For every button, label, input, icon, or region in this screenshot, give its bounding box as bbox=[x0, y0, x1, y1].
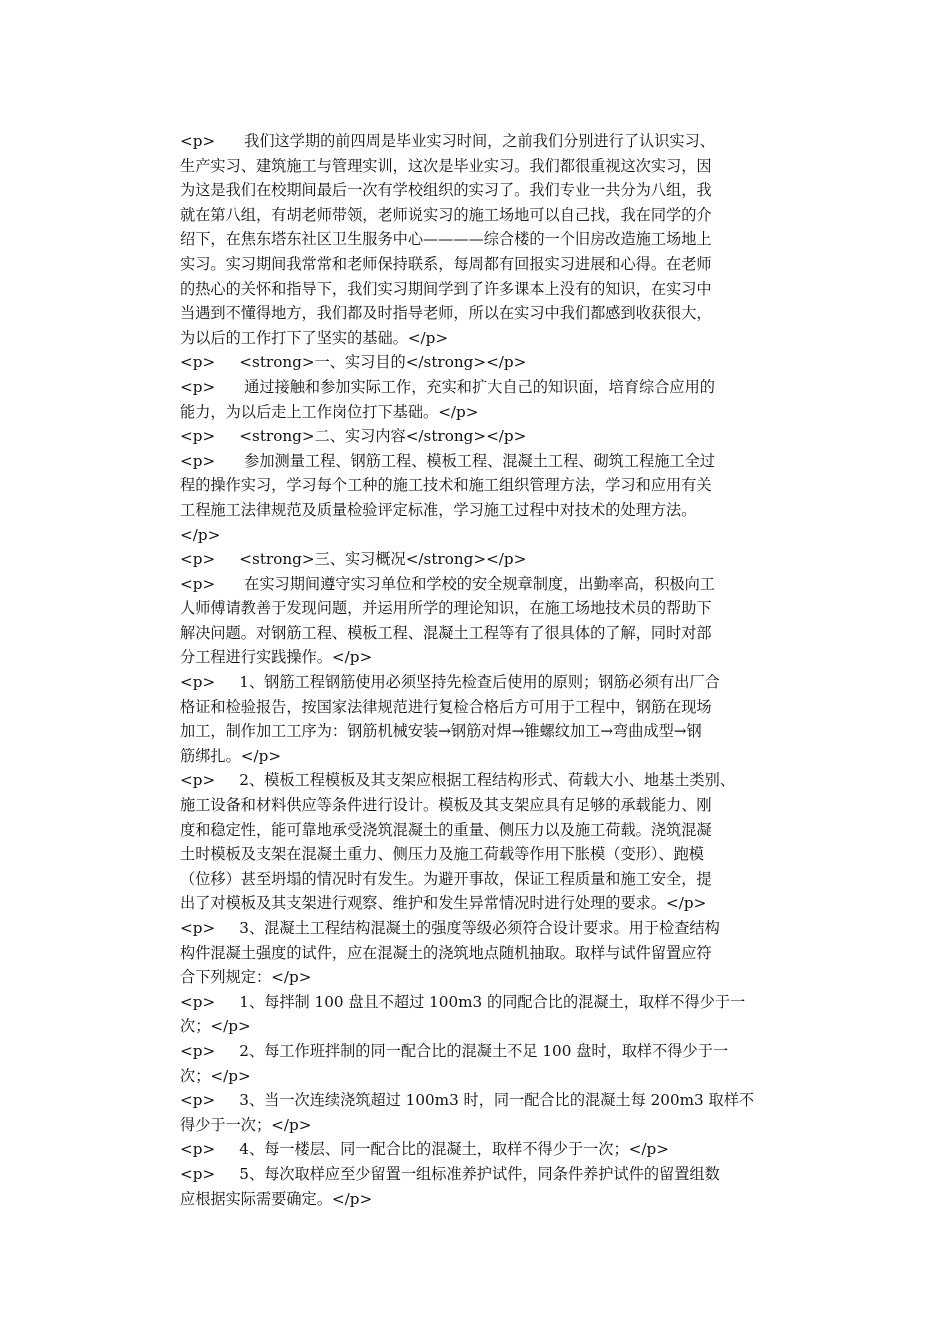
text-line: 的热心的关怀和指导下，我们实习期间学到了许多课本上没有的知识，在实习中 bbox=[180, 279, 712, 298]
text-line: <p> 1、钢筋工程钢筋使用必须坚持先检查后使用的原则；钢筋必须有出厂合 bbox=[180, 673, 720, 692]
text-line: <p> 1、每拌制 100 盘且不超过 100m3 的同配合比的混凝土，取样不得少于一 bbox=[180, 992, 746, 1011]
text-line: <p> 2、每工作班拌制的同一配合比的混凝土不足 100 盘时，取样不得少于一 bbox=[180, 1041, 729, 1060]
text-line: 为以后的工作打下了坚实的基础。</p> bbox=[180, 328, 449, 347]
text-line: 实习。实习期间我常常和老师保持联系，每周都有回报实习进展和心得。在老师 bbox=[180, 254, 712, 273]
text-line: <p> 在实习期间遵守实习单位和学校的安全规章制度，出勤率高，积极向工 bbox=[180, 574, 715, 593]
text-line: 格证和检验报告，按国家法律规范进行复检合格后方可用于工程中，钢筋在现场 bbox=[180, 697, 712, 716]
text-line: 绍下，在焦东塔东社区卫生服务中心————综合楼的一个旧房改造施工场地上 bbox=[180, 230, 712, 249]
text-line: <p> 4、每一楼层、同一配合比的混凝土，取样不得少于一次；</p> bbox=[180, 1140, 669, 1159]
text-line: 施工设备和材料供应等条件进行设计。模板及其支架应具有足够的承载能力、刚 bbox=[180, 796, 712, 815]
text-line: 构件混凝土强度的试件，应在混凝土的浇筑地点随机抽取。取样与试件留置应符 bbox=[180, 943, 712, 962]
section-heading-line: <p> <strong>一、实习目的</strong></p> bbox=[180, 353, 527, 372]
text-line: 出了对模板及其支架进行观察、维护和发生异常情况时进行处理的要求。</p> bbox=[180, 894, 707, 913]
section-heading-line: <p> <strong>二、实习内容</strong></p> bbox=[180, 427, 527, 446]
text-line: 程的操作实习，学习每个工种的施工技术和施工组织管理方法，学习和应用有关 bbox=[180, 476, 712, 495]
text-line: <p> 3、当一次连续浇筑超过 100m3 时，同一配合比的混凝土每 200m3 取样不 bbox=[180, 1091, 755, 1110]
document-body bbox=[180, 129, 780, 1211]
text-line: 土时模板及支架在混凝土重力、侧压力及施工荷载等作用下胀模（变形）、跑模 bbox=[180, 845, 704, 864]
text-line: 筋绑扎。</p> bbox=[180, 746, 282, 765]
text-line: （位移）甚至坍塌的情况时有发生。为避开事故，保证工程质量和施工安全，提 bbox=[180, 869, 712, 888]
text-line: <p> 5、每次取样应至少留置一组标准养护试件，同条件养护试件的留置组数 bbox=[180, 1164, 720, 1183]
text-line: 生产实习、建筑施工与管理实训，这次是毕业实习。我们都很重视这次实习，因 bbox=[180, 156, 712, 175]
text-line: 合下列规定：</p> bbox=[180, 968, 312, 987]
text-line: 就在第八组，有胡老师带领，老师说实习的施工场地可以自己找，我在同学的介 bbox=[180, 205, 712, 224]
text-line: 次；</p> bbox=[180, 1066, 251, 1085]
text-line: <p> 参加测量工程、钢筋工程、模板工程、混凝土工程、砌筑工程施工全过 bbox=[180, 451, 715, 470]
text-line: 当遇到不懂得地方，我们都及时指导老师，所以在实习中我们都感到收获很大， bbox=[180, 304, 712, 323]
text-line: <p> 通过接触和参加实际工作，充实和扩大自己的知识面，培育综合应用的 bbox=[180, 377, 715, 396]
text-line: 人师傅请教善于发现问题，并运用所学的理论知识，在施工场地技术员的帮助下 bbox=[180, 599, 712, 618]
text-line: 解决问题。对钢筋工程、模板工程、混凝土工程等有了很具体的了解，同时对部 bbox=[180, 623, 712, 642]
text-line: 能力，为以后走上工作岗位打下基础。</p> bbox=[180, 402, 479, 421]
text-line: 分工程进行实践操作。</p> bbox=[180, 648, 373, 667]
text-line: <p> 我们这学期的前四周是毕业实习时间，之前我们分别进行了认识实习、 bbox=[180, 132, 715, 150]
text-line: 次；</p> bbox=[180, 1017, 251, 1036]
text-line: <p> 3、混凝土工程结构混凝土的强度等级必须符合设计要求。用于检查结构 bbox=[180, 919, 720, 937]
text-line: 加工，制作加工工序为：钢筋机械安装→钢筋对焊→锥螺纹加工→弯曲成型→钢 bbox=[180, 722, 702, 741]
text-line: </p> bbox=[180, 525, 221, 544]
text-line: <p> 2、模板工程模板及其支架应根据工程结构形式、荷载大小、地基土类别、 bbox=[180, 771, 735, 790]
text-line: 得少于一次；</p> bbox=[180, 1115, 312, 1134]
text-line: 度和稳定性，能可靠地承受浇筑混凝土的重量、侧压力以及施工荷载。浇筑混凝 bbox=[180, 820, 712, 839]
text-line: 应根据实际需要确定。</p> bbox=[180, 1189, 373, 1208]
text-line: 为这是我们在校期间最后一次有学校组织的实习了。我们专业一共分为八组，我 bbox=[180, 181, 712, 200]
section-heading-line: <p> <strong>三、实习概况</strong></p> bbox=[180, 550, 527, 569]
text-line: 工程施工法律规范及质量检验评定标准，学习施工过程中对技术的处理方法。 bbox=[180, 500, 697, 519]
